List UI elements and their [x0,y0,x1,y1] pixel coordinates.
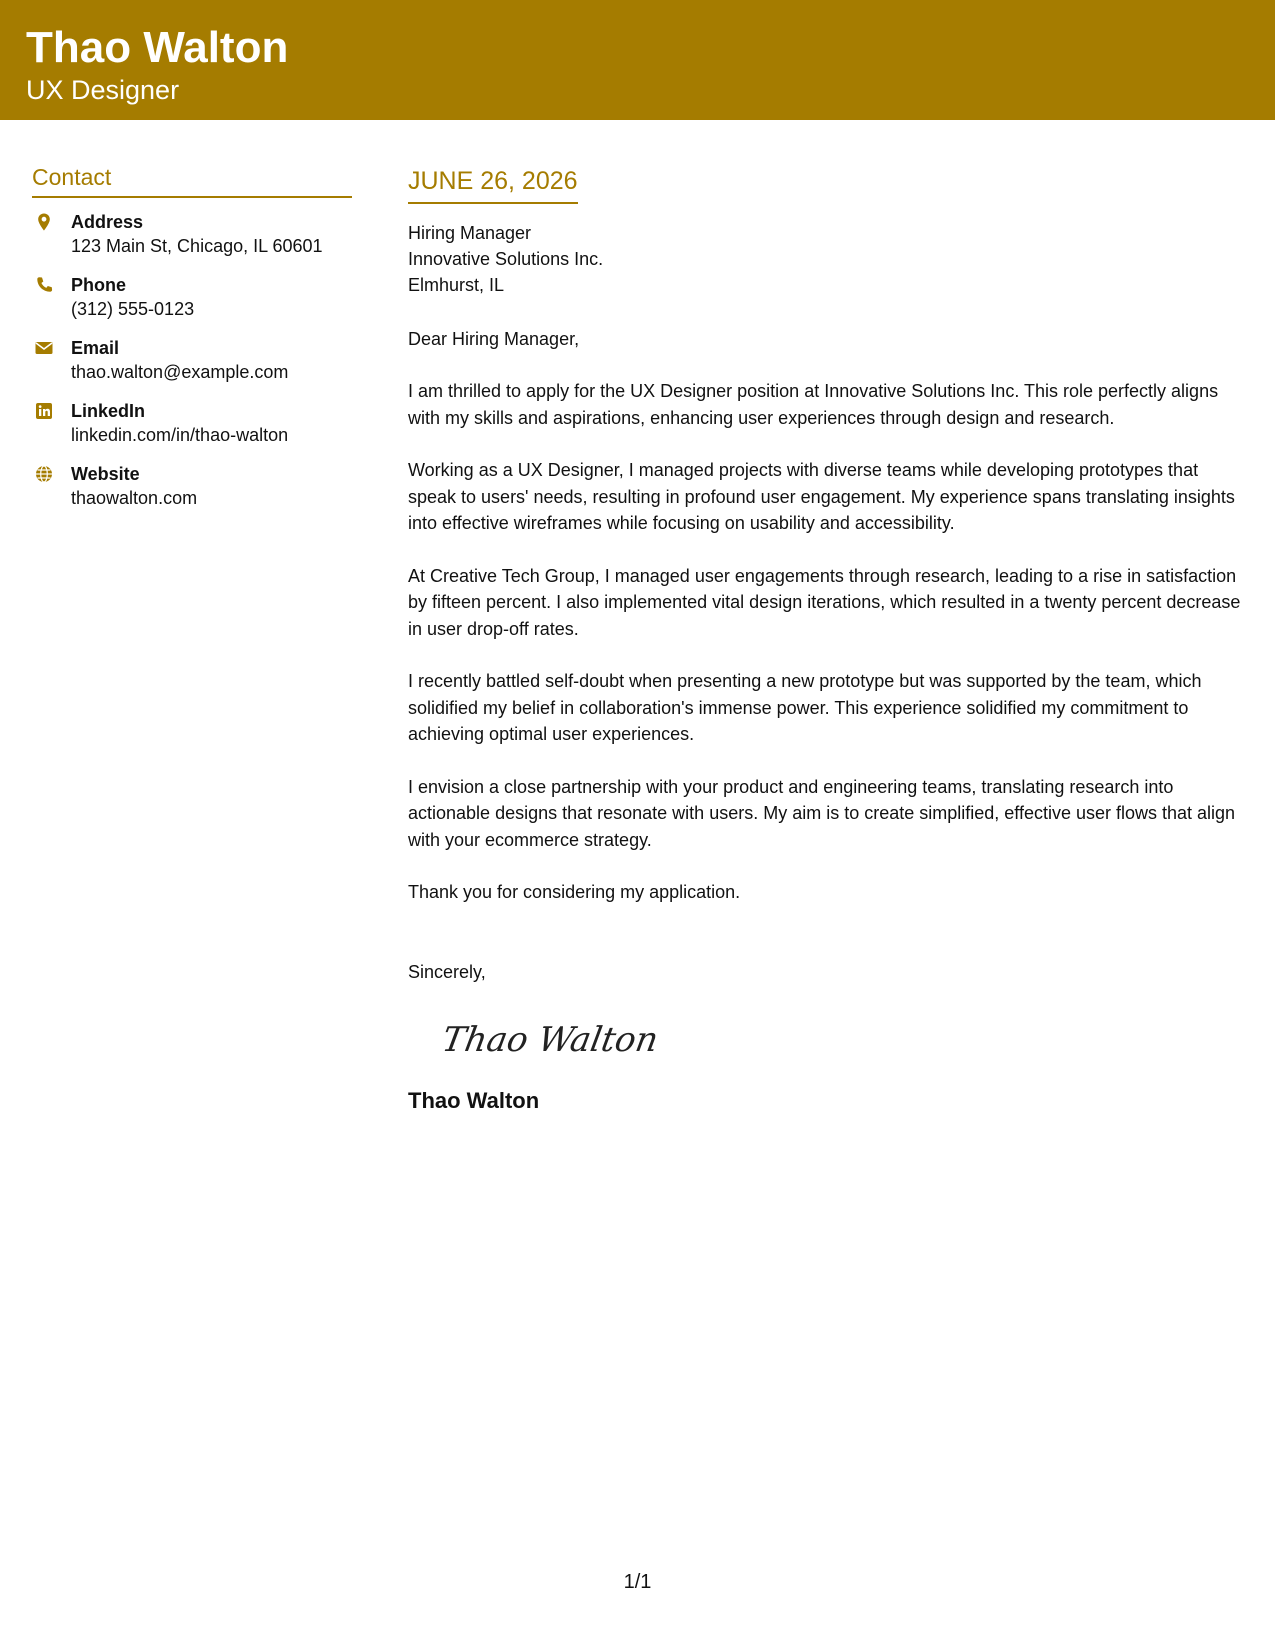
contact-value: linkedin.com/in/thao-walton [71,425,289,445]
contact-label: Address [71,212,144,232]
contact-sidebar [32,162,352,525]
salutation: Dear Hiring Manager, [408,329,580,349]
applicant-name: Thao Walton [26,23,289,72]
contact-heading: Contact [32,162,352,198]
body-paragraph: Working as a UX Designer, I managed projects with diverse teams while developing prototypes that speak to users' needs, resulting in profound user engagement. My experience spans translating insights into effective wireframes while focusing on usability and accessibility. [408,460,1235,533]
recipient-line: Elmhurst, IL [408,275,505,295]
phone-icon [34,275,54,295]
body-paragraph: I recently battled self-doubt when presenting a new prototype but was supported by the team, which solidified my belief in collaboration's immense power. This experience solidified my commitment to achieving optimal user experiences. [408,671,1202,744]
recipient-block [408,220,1248,298]
body-paragraph: At Creative Tech Group, I managed user engagements through research, leading to a rise in satisfaction by fifteen percent. I also implemented vital design iterations, which resulted in a twenty percent decrease in user drop-off rates. [408,565,1241,639]
contact-email [32,336,352,399]
body-paragraph: I am thrilled to apply for the UX Designer position at Innovative Solutions Inc. This role perfectly aligns with my skills and aspirations, enhancing user experiences through design and research. [408,381,1219,428]
contact-label: Email [71,338,120,358]
closing: Sincerely, [408,961,486,982]
contact-value: thaowalton.com [71,488,198,508]
recipient-line: Innovative Solutions Inc. [408,249,604,269]
contact-value: (312) 555-0123 [71,299,195,319]
contact-label: Phone [71,275,127,295]
map-pin-icon [34,212,54,232]
handwritten-signature [438,1009,758,1069]
signature-text: Thao Walton [439,1019,662,1060]
contact-linkedin [32,399,352,462]
job-title: UX Designer [26,75,180,105]
contact-list [32,210,352,525]
contact-value: 123 Main St, Chicago, IL 60601 [71,236,323,256]
contact-website [32,462,352,525]
contact-label: LinkedIn [71,401,146,421]
globe-icon [34,464,54,484]
linkedin-icon [34,401,54,421]
contact-label: Website [71,464,140,484]
letter-body [408,164,1248,1115]
contact-phone [32,273,352,336]
recipient-line: Hiring Manager [408,223,532,243]
letter-date: JUNE 26, 2026 [408,164,578,204]
contact-address [32,210,352,273]
contact-value: thao.walton@example.com [71,362,289,382]
body-paragraph: I envision a close partnership with your product and engineering teams, translating research into actionable designs that resonate with users. My aim is to create simplified, effective user flows that align with your ecommerce strategy. [408,776,1236,850]
envelope-icon [34,338,54,358]
signed-name: Thao Walton [408,1087,540,1113]
body-paragraph: Thank you for considering my application. [408,882,741,902]
page-number: 1/1 [623,1571,652,1593]
header-banner [0,0,1275,120]
